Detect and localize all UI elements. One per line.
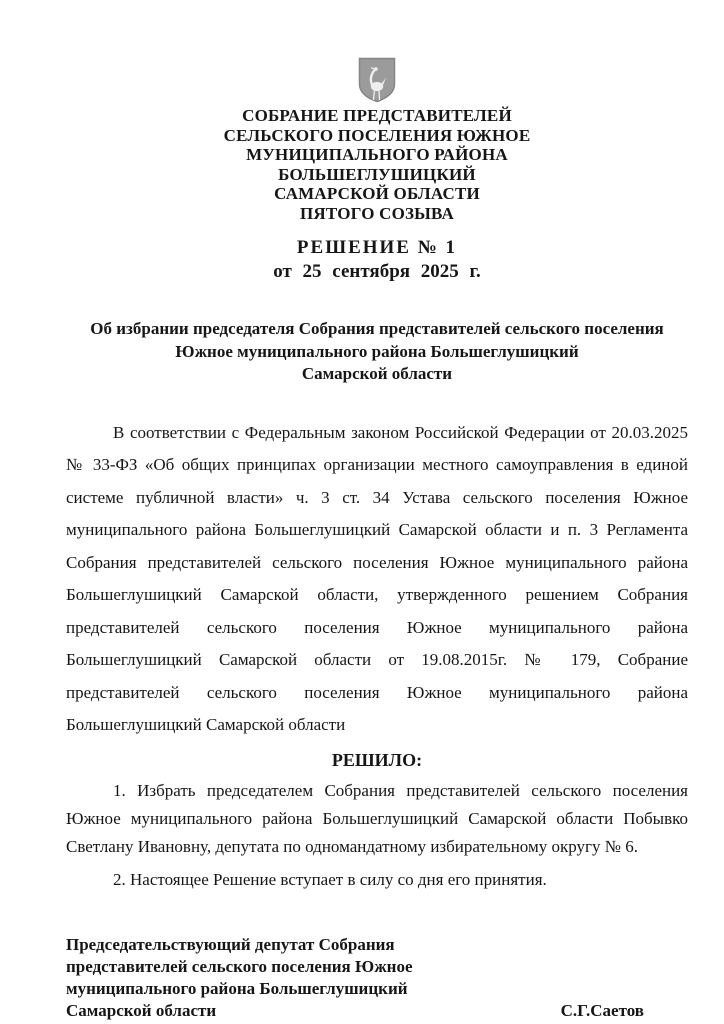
signatory-position-line-3: муниципального района Большеглушицкий bbox=[66, 978, 408, 998]
org-line-3: МУНИЦИПАЛЬНОГО РАЙОНА bbox=[246, 145, 508, 164]
org-line-6: ПЯТОГО СОЗЫВА bbox=[299, 203, 454, 223]
organization-header bbox=[66, 106, 688, 223]
signatory-position-line-1: Председательствующий депутат Собрания bbox=[66, 934, 395, 954]
subject-line-3: Самарской области bbox=[301, 364, 453, 383]
org-line-1: СОБРАНИЕ ПРЕДСТАВИТЕЛЕЙ bbox=[242, 106, 512, 125]
org-line-5: САМАРСКОЙ ОБЛАСТИ bbox=[274, 184, 480, 203]
resolution-item-2: 2. Настоящее Решение вступает в силу со дня его принятия. bbox=[113, 869, 547, 889]
resolved-heading: РЕШИЛО: bbox=[331, 749, 423, 770]
subject-line-2: Южное муниципального района Большеглушицкий bbox=[175, 341, 579, 361]
signatory-name: С.Г.Саетов bbox=[560, 1000, 644, 1020]
org-line-4: БОЛЬШЕГЛУШИЦКИЙ bbox=[278, 164, 476, 184]
org-line-2: СЕЛЬСКОГО ПОСЕЛЕНИЯ ЮЖНОЕ bbox=[223, 125, 531, 145]
signature-block bbox=[66, 934, 688, 1022]
document-subject bbox=[66, 318, 688, 386]
decision-date: от 25 сентября 2025 г. bbox=[273, 261, 481, 282]
coat-of-arms-icon bbox=[66, 56, 688, 104]
signatory-position-line-4: Самарской области bbox=[66, 1000, 217, 1020]
signatory-position bbox=[66, 934, 413, 1022]
preamble-paragraph: В соответствии с Федеральным законом Российской Федерации от 20.03.2025 № 33-ФЗ «Об общих принципах организации местного самоуправления в единой системе публичной власти» ч. 3 ст. 34 Устава сельского поселения Южное муниципального района Большеглушицкий Самарской области и п. 3 Регламента Собрания представителей сельского поселения Южное муниципального района Большеглушицкий Самарской области, утвержденного решением Собрания представителей сельского поселения Южное муниципального района Большеглушицкий Самарской области от 19.08.2015г. № 179, Собрание представителей сельского поселения Южное муниципального района Большеглушицкий Самарской области bbox=[66, 422, 688, 734]
resolution-item-1: 1. Избрать председателем Собрания представителей сельского поселения Южное муниципального района Большеглушицкий Самарской области Побывко Светлану Ивановну, депутата по одномандатному избирательному округу № 6. bbox=[66, 780, 688, 856]
subject-line-1: Об избрании председателя Собрания представителей сельского поселения bbox=[90, 319, 664, 338]
signatory-position-line-2: представителей сельского поселения Южное bbox=[66, 956, 413, 976]
decision-title: РЕШЕНИЕ № 1 bbox=[296, 237, 458, 258]
